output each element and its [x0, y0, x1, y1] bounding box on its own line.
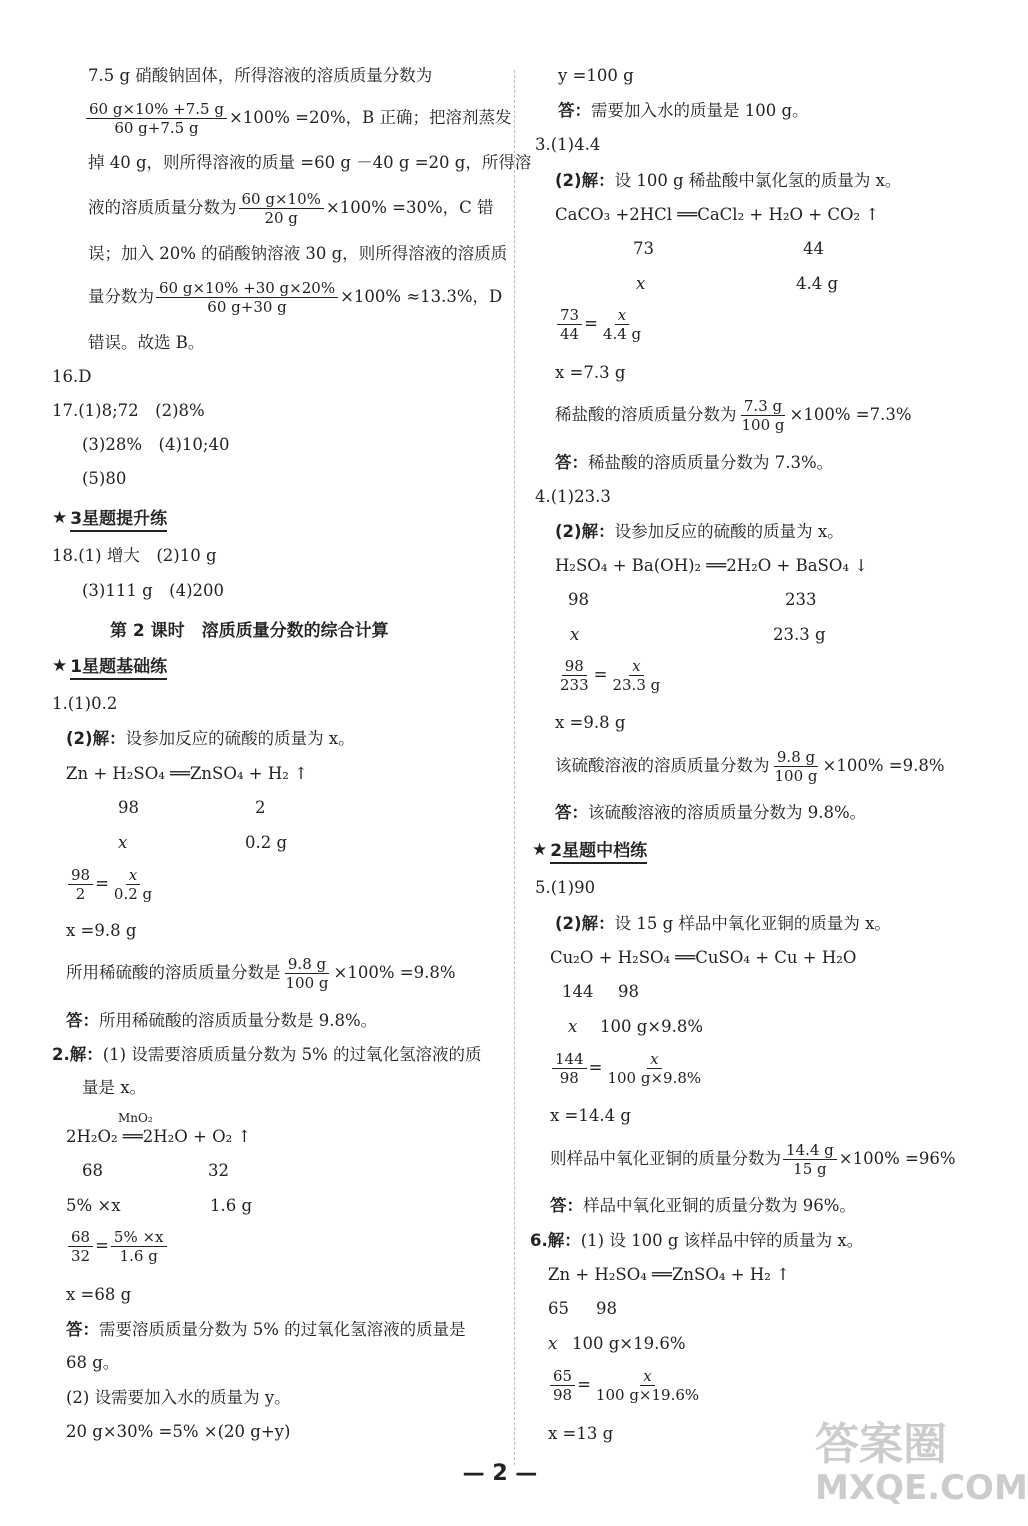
ratio-value: x	[118, 833, 128, 852]
formula-line: 该硫酸溶液的溶质质量分数为 $\frac{9.8 g}{100 g}$ ×100% =9.8%	[555, 748, 945, 785]
chemical-equation: 2H₂O₂ ══2H₂O + O₂ ↑	[66, 1127, 252, 1146]
fraction: $\frac{60 g\times 10\%}{20 g}$	[239, 190, 324, 227]
lesson-title: 第 2 课时 溶质质量分数的综合计算	[110, 621, 389, 641]
ratio-value: 23.3 g	[773, 625, 826, 644]
formula-line: 液的溶质质量分数为 $\frac{60 g\times 10\%}{20 g}$ ×100% =30%，C 错	[88, 190, 494, 227]
result-line: x =68 g	[66, 1285, 132, 1304]
watermark-site: MXQE.COM	[815, 1468, 1028, 1508]
answer-line: 答：该硫酸溶液的溶质质量分数为 9.8%。	[555, 803, 867, 822]
answer-18: 18.(1) 增大 (2)10 g	[52, 546, 217, 565]
answer-line: 答：需要溶质质量分数为 5% 的过氧化氢溶液的质量是	[66, 1320, 466, 1339]
answer-16: 16.D	[52, 367, 92, 386]
ratio-value: 100 g×19.6%	[572, 1334, 686, 1353]
text-line: 掉 40 g，则所得溶液的质量 =60 g －40 g =20 g，所得溶	[88, 153, 532, 172]
star-icon: ★	[532, 840, 548, 860]
solution-line: 量是 x。	[82, 1078, 147, 1097]
ratio-value: 2	[255, 798, 266, 817]
proportion: $\frac{73}{44}$ = $\frac{x}{4.4 g}$	[555, 306, 646, 343]
text-line: 7.5 g 硝酸钠固体，所得溶液的溶质质量分数为	[88, 66, 433, 85]
ratio-value: x	[568, 1017, 578, 1036]
answer-18: (3)111 g (4)200	[82, 581, 225, 600]
proportion: $\frac{68}{32}$ = $\frac{5\% \times x}{1.6 g}$	[66, 1228, 169, 1265]
ratio-value: 4.4 g	[796, 274, 839, 293]
ratio-value: 100 g×9.8%	[600, 1017, 704, 1036]
ratio-value: 5% ×x	[66, 1196, 121, 1215]
answer-3: 3.(1)4.4	[535, 135, 601, 154]
chemical-equation: Zn + H₂SO₄ ══ZnSO₄ + H₂ ↑	[66, 764, 308, 783]
fraction: $\frac{60 g\times 10\% +30 g\times 20\%}{60 g+30 g}$	[156, 279, 338, 316]
chemical-equation: Cu₂O + H₂SO₄ ══CuSO₄ + Cu + H₂O	[550, 948, 857, 967]
catalyst-label: MnO₂	[118, 1111, 153, 1125]
chemical-equation: CaCO₃ +2HCl ══CaCl₂ + H₂O + CO₂ ↑	[555, 205, 880, 224]
proportion: $\frac{98}{233}$ = $\frac{x}{23.3 g}$	[560, 657, 661, 694]
column-divider	[514, 70, 515, 1465]
result-line: x =7.3 g	[555, 363, 626, 382]
ratio-value: 0.2 g	[245, 833, 288, 852]
fraction: $\frac{60 g\times 10\% +7.5 g}{60 g+7.5 g}$	[86, 100, 227, 137]
result-line: y =100 g	[558, 66, 634, 85]
ratio-value: 98	[568, 590, 589, 609]
formula-line: $\frac{60 g\times 10\% +7.5 g}{60 g+7.5 g}$ ×100% =20%，B 正确；把溶剂蒸发	[84, 100, 512, 137]
answer-5: 5.(1)90	[535, 878, 596, 897]
answer-4: 4.(1)23.3	[535, 487, 611, 506]
chemical-equation: H₂SO₄ + Ba(OH)₂ ══2H₂O + BaSO₄ ↓	[555, 556, 869, 575]
answer-1: 1.(1)0.2	[52, 694, 118, 713]
answer-line: 68 g。	[66, 1353, 120, 1372]
proportion: $\frac{65}{98}$ = $\frac{x}{100 g\times 19.6\%}$	[548, 1367, 704, 1404]
solution-line: 2.解：(1) 设需要溶质质量分数为 5% 的过氧化氢溶液的质	[52, 1045, 482, 1064]
ratio-value: 98	[618, 982, 639, 1001]
result-line: x =9.8 g	[555, 713, 626, 732]
ratio-value: x	[570, 625, 580, 644]
solution-line: (2) 设需要加入水的质量为 y。	[66, 1388, 291, 1407]
ratio-value: 233	[785, 590, 817, 609]
ratio-value: 1.6 g	[210, 1196, 253, 1215]
formula-line: 则样品中氧化亚铜的质量分数为 $\frac{14.4 g}{15 g}$ ×100% =96%	[550, 1141, 956, 1178]
ratio-value: x	[548, 1334, 558, 1353]
star-icon: ★	[52, 508, 68, 528]
chemical-equation: Zn + H₂SO₄ ══ZnSO₄ + H₂ ↑	[548, 1265, 790, 1284]
ratio-value: 98	[596, 1299, 617, 1318]
answer-line: 答：所用稀硫酸的溶质质量分数是 9.8%。	[66, 1011, 378, 1030]
solution-line: 6.解：(1) 设 100 g 该样品中锌的质量为 x。	[530, 1231, 864, 1250]
page-number: — 2 —	[462, 1461, 538, 1486]
solution-line: (2)解：设 15 g 样品中氧化亚铜的质量为 x。	[555, 914, 891, 933]
ratio-value: 32	[208, 1161, 229, 1180]
formula-line: 所用稀硫酸的溶质质量分数是 $\frac{9.8 g}{100 g}$ ×100% =9.8%	[66, 955, 456, 992]
result-line: x =14.4 g	[550, 1106, 631, 1125]
solution-line: (2)解：设参加反应的硫酸的质量为 x。	[66, 729, 355, 748]
text-line: 误；加入 20% 的硝酸钠溶液 30 g，则所得溶液的溶质质	[88, 244, 508, 263]
section-heading-3star: ★ 3星题提升练	[52, 504, 167, 532]
equation-line: 20 g×30% =5% ×(20 g+y)	[66, 1422, 291, 1441]
proportion: $\frac{144}{98}$ = $\frac{x}{100 g\times 9.8\%}$	[550, 1050, 706, 1087]
formula-line: 量分数为 $\frac{60 g\times 10\% +30 g\times 20\%}{60 g+30 g}$ ×100% ≈13.3%，D	[88, 279, 503, 316]
ratio-value: 44	[803, 239, 824, 258]
section-heading-1star: ★ 1星题基础练	[52, 652, 167, 680]
formula-line: 稀盐酸的溶质质量分数为 $\frac{7.3 g}{100 g}$ ×100% =7.3%	[555, 397, 912, 434]
result-line: x =9.8 g	[66, 921, 137, 940]
section-heading-2star: ★ 2星题中档练	[532, 836, 647, 864]
answer-line: 答：需要加入水的质量是 100 g。	[558, 101, 809, 120]
answer-line: 答：稀盐酸的溶质质量分数为 7.3%。	[555, 453, 834, 472]
result-line: x =13 g	[548, 1424, 614, 1443]
ratio-value: 65	[548, 1299, 569, 1318]
answer-17: (5)80	[82, 469, 127, 488]
answer-17: (3)28% (4)10;40	[82, 435, 230, 454]
solution-line: (2)解：设 100 g 稀盐酸中氯化氢的质量为 x。	[555, 171, 902, 190]
ratio-value: 73	[633, 239, 654, 258]
ratio-value: x	[636, 274, 646, 293]
solution-line: (2)解：设参加反应的硫酸的质量为 x。	[555, 522, 844, 541]
answer-line: 答：样品中氧化亚铜的质量分数为 96%。	[550, 1196, 856, 1215]
ratio-value: 68	[82, 1161, 103, 1180]
ratio-value: 98	[118, 798, 139, 817]
proportion: $\frac{98}{2}$ = $\frac{x}{0.2 g}$	[66, 866, 157, 903]
watermark-logo: 答案圈	[815, 1419, 947, 1470]
answer-17: 17.(1)8;72 (2)8%	[52, 401, 205, 420]
text-line: 错误。故选 B。	[88, 333, 205, 352]
star-icon: ★	[52, 656, 68, 676]
ratio-value: 144	[562, 982, 594, 1001]
